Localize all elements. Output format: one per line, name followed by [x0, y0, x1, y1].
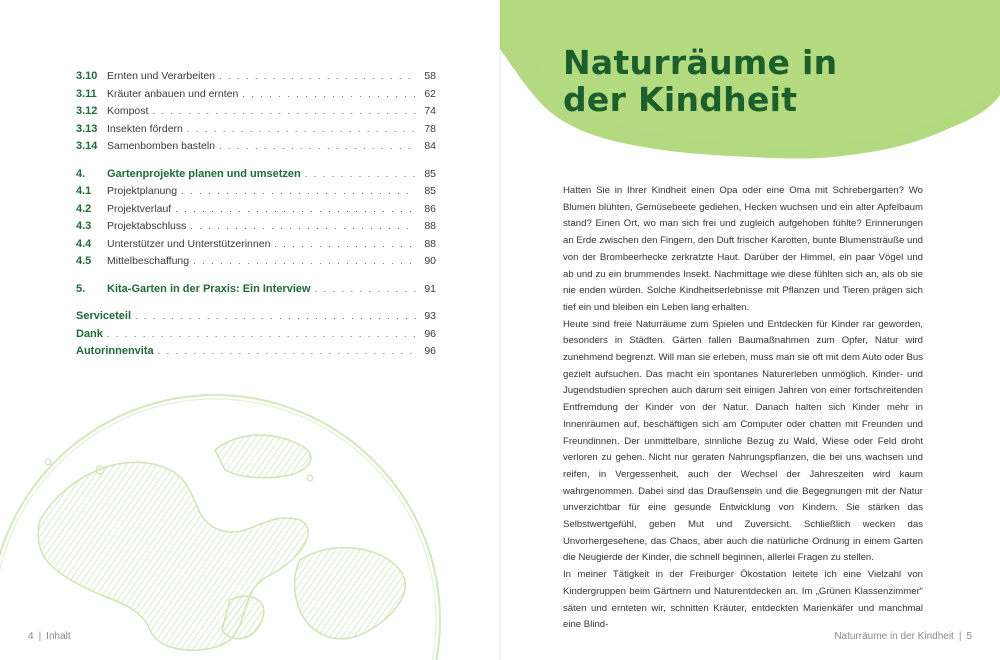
toc-entry[interactable] [76, 88, 436, 106]
toc-entry-title: Projektverlauf [107, 202, 172, 215]
toc-entry-page: 62 [424, 87, 436, 100]
toc-entry[interactable] [76, 220, 436, 238]
page-footer-left [28, 631, 71, 642]
toc-dot-leader [274, 239, 416, 249]
toc-entry-number: 4.5 [76, 255, 92, 267]
toc-entry-page: 86 [424, 202, 436, 215]
toc-entry[interactable] [76, 283, 436, 301]
toc-dot-leader [187, 124, 416, 134]
toc-dot-leader [175, 204, 416, 214]
toc-entry-number: 5. [76, 282, 86, 295]
toc-entry-title: Projektplanung [107, 185, 178, 197]
toc-entry-page: 84 [424, 140, 436, 152]
toc-entry-number: 4. [76, 167, 86, 180]
toc-entry[interactable] [76, 70, 436, 88]
page-number: 4 [28, 631, 34, 642]
toc-gap [76, 300, 436, 310]
page-number: 5 [966, 631, 972, 642]
toc-entry-page: 78 [424, 122, 436, 135]
toc-entry-number: 3.11 [76, 87, 97, 100]
toc-entry-title: Projektabschluss [107, 220, 187, 232]
toc-entry[interactable] [76, 140, 436, 158]
toc-entry-number: 4.4 [76, 237, 92, 250]
toc-dot-leader [158, 346, 416, 356]
toc-entry-title: Samenbomben basteln [107, 140, 215, 152]
toc-entry[interactable] [76, 203, 436, 221]
toc-entry-page: 85 [424, 167, 436, 180]
toc-dot-leader [190, 221, 416, 231]
toc-entry-title: Kita-Garten in der Praxis: Ein Interview [107, 282, 311, 295]
toc-entry[interactable] [76, 310, 436, 328]
toc-entry-page: 88 [424, 220, 436, 232]
right-page [500, 0, 1000, 660]
toc-entry-page: 96 [424, 345, 436, 357]
toc-entry-title: Mittelbeschaffung [107, 255, 190, 267]
toc-entry[interactable] [76, 168, 436, 186]
footer-separator: | [38, 631, 42, 642]
toc-entry-page: 93 [424, 310, 436, 322]
footer-label: Inhalt [46, 631, 71, 642]
toc-entry-page: 85 [424, 185, 436, 197]
toc-entry-number: 3.12 [76, 105, 98, 117]
toc-dot-leader [219, 71, 416, 81]
toc-entry-title: Kompost [107, 105, 149, 117]
toc-dot-leader [315, 284, 416, 294]
toc-entry[interactable] [76, 105, 436, 123]
toc-entry-page: 90 [424, 255, 436, 267]
toc-entry-number: 4.1 [76, 185, 92, 197]
toc-entry-number: 3.10 [76, 70, 98, 82]
toc-entry-page: 88 [424, 237, 436, 250]
page-footer-right [834, 631, 972, 642]
paragraph: Heute sind freie Naturräume zum Spielen und Entdecken für Kinder rar geworden, besonders in Städten. Gärten fallen Baumaßnahmen zum Opfer, Natur wird zunehmend begrenzt. Will man sie erleben, muss man sie oft mit dem Auto oder Bus gezielt aufsuchen. Das macht ein spontanes Naturerleben unmöglich. Kinder- und Jugendstudien sprechen auch darum seit einigen Jahren von einer fortschreitenden Entfremdung der Kinder von der Natur. Danach halten sich Kinder mehr in Innenräumen auf, beschäftigen sich am Computer oder chatten mit Freunden und Freundinnen. Der unmittelbare, sinnliche Bezug zu Wald, Wiese oder Feld droht verloren zu gehen. Nicht nur geraten Nahrungspflanzen, die bei uns wachsen und reifen, in Vergessenheit, auch der Wechsel der Jahreszeiten wird kaum wahrgenommen. Dabei sind das Draußensein und die Begegnungen mit der Natur unverzichtbar für eine gesunde Entwicklung von Kindern. Sie stärken das Selbstwertgefühl, geben Mut und Zuversicht. Schließlich wecken das Unvorhergesehene, das Chaos, aber auch die natürliche Ordnung in einem Garten die Neugierde der Kinder, die schnell beginnen, allerlei Fragen zu stellen. [563, 318, 923, 564]
toc-entry-number: 4.3 [76, 220, 92, 232]
body-text [563, 183, 923, 634]
toc-entry-title: Autorinnenvita [76, 345, 154, 357]
footer-label: Naturräume in der Kindheit [834, 631, 954, 642]
toc-entry-page: 91 [424, 282, 436, 295]
toc-dot-leader [305, 169, 416, 179]
toc-entry-title: Insekten fördern [107, 122, 183, 135]
toc-entry-title: Serviceteil [76, 310, 132, 322]
toc-dot-leader [181, 186, 416, 196]
toc-entry[interactable] [76, 123, 436, 141]
toc-entry[interactable] [76, 328, 436, 346]
toc-entry[interactable] [76, 238, 436, 256]
toc-entry-number: 4.2 [76, 202, 92, 215]
toc-gap [76, 273, 436, 283]
toc-entry-page: 96 [424, 327, 436, 340]
toc-entry-title: Gartenprojekte planen und umsetzen [107, 167, 301, 180]
toc-entry[interactable] [76, 255, 436, 273]
book-gutter [498, 0, 502, 660]
toc-gap [76, 158, 436, 168]
toc-dot-leader [135, 311, 416, 321]
toc-entry-number: 3.13 [76, 122, 98, 135]
toc-dot-leader [219, 141, 416, 151]
toc-entry-title: Dank [76, 327, 103, 340]
table-of-contents [76, 70, 436, 363]
toc-dot-leader [152, 106, 416, 116]
toc-entry-page: 74 [424, 105, 436, 117]
paragraph: Hatten Sie in Ihrer Kindheit einen Opa oder eine Oma mit Schrebergarten? Wo Blumen blühten, Gemüsebeete gediehen, Hecken wuchsen und ein alter Apfelbaum stand? Einen Ort, wo man sich frei und zugleich aufgehoben fühlte? Erinnerungen an Erde zwischen den Fingern, den Duft frischer Karotten, bunte Blumensträuße und von der Brombeerhecke zerkratzte Haut. Darüber der Himmel, ein paar Vögel und ab und zu ein brummendes Insekt. Nachmittage wie diese fühlten sich an, als ob sie nie enden würden. Solche Kindheitserlebnisse mit Pflanzen und Tieren prägen sich tief ein und bleiben ein Leben lang erhalten. [563, 185, 923, 313]
heading-line-1: Naturräume in [563, 43, 838, 82]
toc-entry-title: Kräuter anbauen und ernten [107, 87, 239, 100]
toc-dot-leader [107, 329, 416, 339]
toc-entry-page: 58 [424, 70, 436, 82]
toc-entry[interactable] [76, 185, 436, 203]
toc-entry-number: 3.14 [76, 140, 98, 152]
paragraph: In meiner Tätigkeit in der Freiburger Ökostation leitete ich eine Vielzahl von Kindergruppen beim Gärtnern und Naturentdecken an. Im „Grünen Klassenzimmer“ säten und ernteten wir, schnitten Kräuter, entdeckten Marienkäfer und manchmal eine Blind- [563, 569, 923, 631]
toc-dot-leader [193, 256, 416, 266]
toc-entry-title: Ernten und Verarbeiten [107, 70, 215, 82]
heading-line-2: der Kindheit [563, 80, 798, 119]
toc-entry-title: Unterstützer und Unterstützerinnen [107, 237, 271, 250]
footer-separator: | [958, 631, 962, 642]
toc-dot-leader [242, 89, 416, 99]
toc-entry[interactable] [76, 345, 436, 363]
page-heading [563, 44, 837, 118]
